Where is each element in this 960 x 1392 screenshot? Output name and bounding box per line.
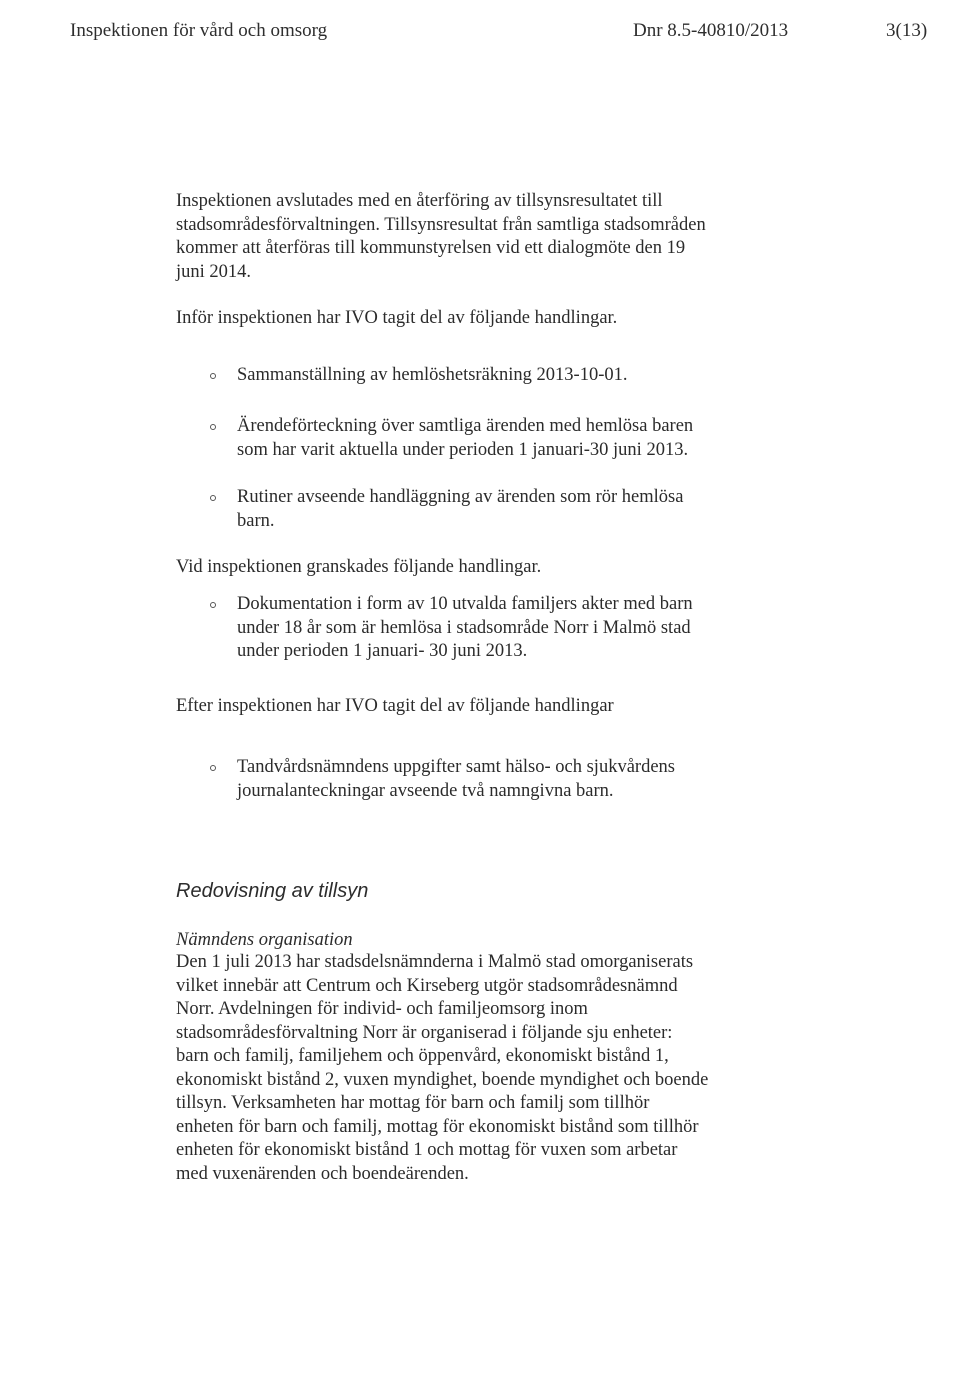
section-heading: Redovisning av tillsyn xyxy=(176,880,369,902)
organization-paragraph xyxy=(176,951,708,1186)
list-item-line: journalanteckningar avseende två namngivna barn. xyxy=(237,780,614,801)
header-page-number: 3(13) xyxy=(886,20,928,41)
paragraph-line: enheten för barn och familj, mottag för ekonomiskt bistånd som tillhör xyxy=(176,1116,699,1137)
list-item-line: Sammanställning av hemlöshetsräkning 2013-10-01. xyxy=(237,365,628,385)
list-item-line: Rutiner avseende handläggning av ärenden som rör hemlösa xyxy=(237,487,684,507)
intro-line: juni 2014. xyxy=(176,261,252,282)
list-item-line: Tandvårdsnämndens uppgifter samt hälso- och sjukvårdens xyxy=(237,757,675,777)
list-item-line: Ärendeförteckning över samtliga ärenden med hemlösa baren xyxy=(237,416,694,436)
paragraph-line: barn och familj, familjehem och öppenvård, ekonomiskt bistånd 1, xyxy=(176,1046,669,1066)
bullet-icon xyxy=(210,373,216,379)
header-dnr: Dnr 8.5-40810/2013 xyxy=(633,20,789,41)
before-inspection-intro: Inför inspektionen har IVO tagit del av följande handlingar. xyxy=(176,308,618,328)
list-item-line: barn. xyxy=(237,510,275,531)
bullet-icon xyxy=(210,495,216,501)
bullet-icon xyxy=(210,424,216,430)
intro-line: kommer att återföras till kommunstyrelsen vid ett dialogmöte den 19 xyxy=(176,238,686,258)
during-inspection-intro: Vid inspektionen granskades följande handlingar. xyxy=(176,557,542,577)
paragraph-line: vilket innebär att Centrum och Kirseberg utgör stadsområdesnämnd xyxy=(176,975,678,996)
paragraph-line: Den 1 juli 2013 har stadsdelsnämnderna i Malmö stad omorganiserats xyxy=(176,952,694,972)
paragraph-line: enheten för ekonomiskt bistånd 1 och mottag för vuxen som arbetar xyxy=(176,1140,678,1160)
bullet-icon xyxy=(210,765,216,771)
paragraph-line: ekonomiskt bistånd 2, vuxen myndighet, boende myndighet och boende xyxy=(176,1069,709,1090)
list-item-line: under 18 år som är hemlösa i stadsområde Norr i Malmö stad xyxy=(237,617,691,638)
intro-line: Inspektionen avslutades med en återföring av tillsynsresultatet till xyxy=(176,191,663,211)
bullet-icon xyxy=(210,602,216,608)
intro-line: stadsområdesförvaltningen. Tillsynsresultat från samtliga stadsområden xyxy=(176,214,706,235)
paragraph-line: Norr. Avdelningen för individ- och familjeomsorg inom xyxy=(176,999,588,1019)
list-item-line: som har varit aktuella under perioden 1 januari-30 juni 2013. xyxy=(237,439,689,460)
paragraph-line: stadsområdesförvaltning Norr är organiserad i följande sju enheter: xyxy=(176,1022,673,1043)
header-organization: Inspektionen för vård och omsorg xyxy=(70,20,328,41)
paragraph-line: tillsyn. Verksamheten har mottag för barn och familj som tillhör xyxy=(176,1093,650,1113)
intro-paragraph xyxy=(176,190,706,284)
list-item-line: under perioden 1 januari- 30 juni 2013. xyxy=(237,641,528,661)
after-inspection-intro: Efter inspektionen har IVO tagit del av följande handlingar xyxy=(176,696,614,716)
list-item-line: Dokumentation i form av 10 utvalda familjers akter med barn xyxy=(237,594,693,614)
subsection-heading: Nämndens organisation xyxy=(176,930,353,950)
paragraph-line: med vuxenärenden och boendeärenden. xyxy=(176,1163,469,1184)
